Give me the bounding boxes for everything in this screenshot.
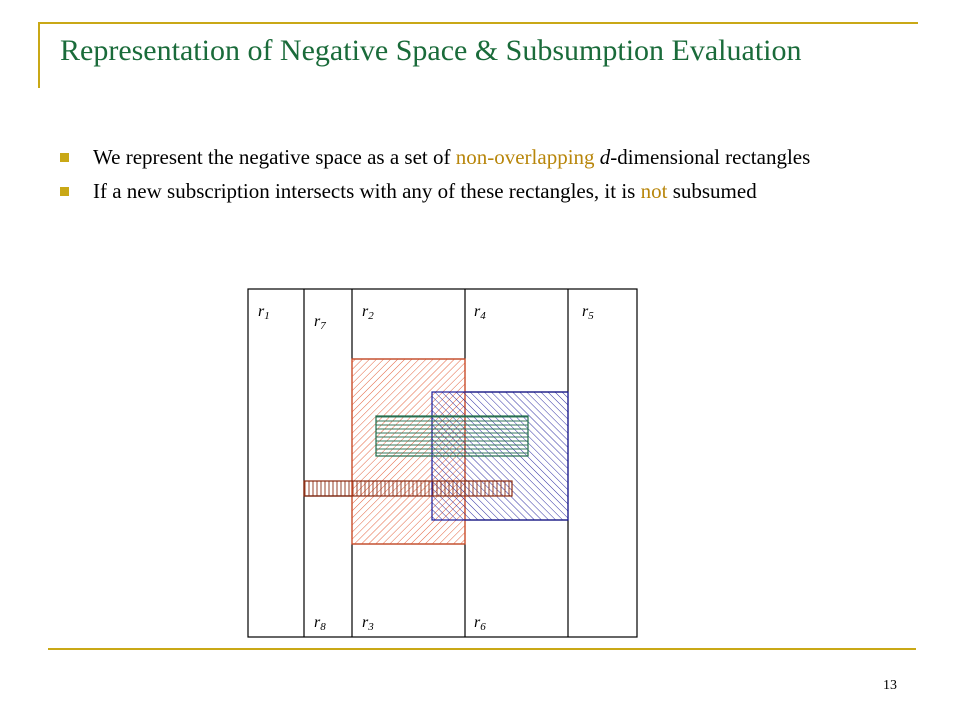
bullet-text: subsumed [667,179,757,203]
page-number: 13 [883,678,897,693]
label-r4: r4 [474,303,486,322]
label-r1: r1 [258,303,270,322]
green-subscription-rectangle [376,416,528,456]
label-r3: r3 [362,614,374,633]
label-r5: r5 [582,303,594,322]
accent-line-bottom [48,648,916,650]
highlight-text: not [640,179,668,203]
bullet-text: -dimensional rectangles [610,145,811,169]
italic-variable: d [599,145,611,169]
bullet-text: If a new subscription intersects with any of these rectangles, it is [93,179,641,203]
slide-title: Representation of Negative Space & Subsumption Evaluation [60,34,802,67]
label-r2: r2 [362,303,374,322]
label-r8: r8 [314,614,326,633]
label-r6: r6 [474,614,486,633]
bullet-text: We represent the negative space as a set of [93,145,456,169]
label-r7: r7 [314,313,326,332]
brown-subscription-bar [304,481,512,496]
highlight-text: non-overlapping [455,145,595,169]
